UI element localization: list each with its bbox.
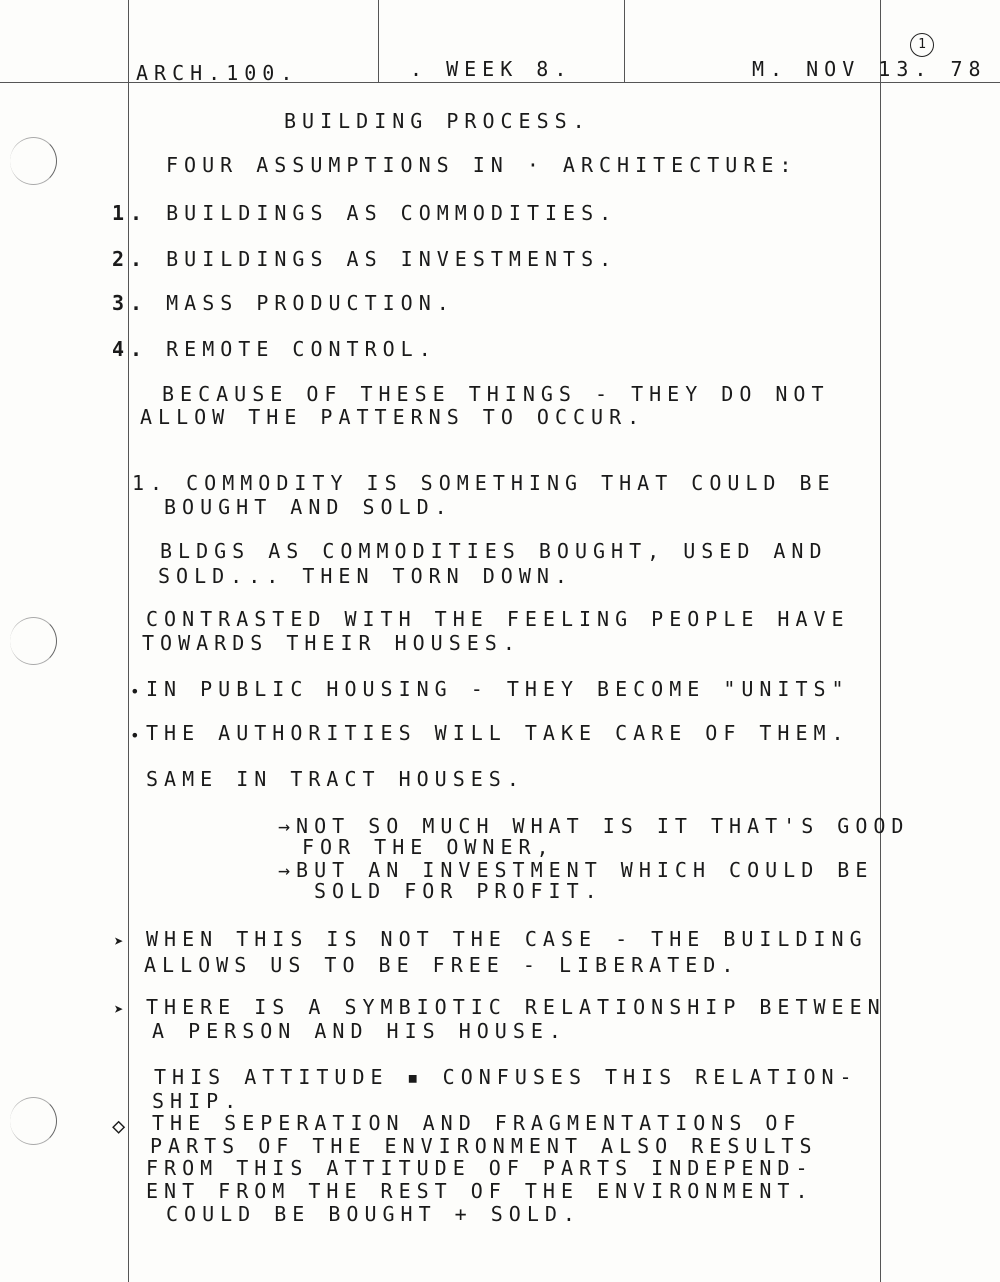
bullet-dot-1: • [130, 682, 140, 701]
bullet-public-housing: IN PUBLIC HOUSING - THEY BECOME "UNITS" [146, 677, 850, 701]
because-line-2: ALLOW THE PATTERNS TO OCCUR. [140, 405, 646, 429]
contrasted-line-1: CONTRASTED WITH THE FEELING PEOPLE HAVE [146, 607, 850, 631]
separation-line-4: ENT FROM THE REST OF THE ENVIRONMENT. [146, 1179, 814, 1203]
attitude-line-1: THIS ATTITUDE ▪ CONFUSES THIS RELATION- [154, 1065, 858, 1089]
separation-line-1: THE SEPERATION AND FRAGMENTATIONS OF [152, 1111, 802, 1135]
page-title: BUILDING PROCESS. [284, 109, 591, 133]
arrowhead-mark-1: ➤ [114, 932, 124, 951]
assumption-item-1: 1. BUILDINGS AS COMMODITIES. [112, 201, 618, 225]
arrow-point-1: →NOT SO MUCH WHAT IS IT THAT'S GOOD [278, 814, 910, 838]
date-label: M. NOV 13. 78 [752, 57, 987, 81]
bldgs-line-2: SOLD... THEN TORN DOWN. [158, 564, 573, 588]
arrow-point-1-cont: FOR THE OWNER, [302, 835, 555, 859]
binder-hole-middle [10, 617, 57, 665]
right-margin-line [880, 0, 881, 1282]
tract-houses-line: SAME IN TRACT HOUSES. [146, 767, 525, 791]
commodity-line-2: BOUGHT AND SOLD. [164, 495, 453, 519]
when-line-2: ALLOWS US TO BE FREE - LIBERATED. [144, 953, 740, 977]
binder-hole-bottom [10, 1097, 57, 1145]
separation-line-2: PARTS OF THE ENVIRONMENT ALSO RESULTS [150, 1134, 818, 1158]
arrow-right-icon: → [278, 814, 297, 838]
when-line-1: WHEN THIS IS NOT THE CASE - THE BUILDING [146, 927, 868, 951]
arrow-right-icon: → [278, 858, 297, 882]
symbiotic-line-2: A PERSON AND HIS HOUSE. [152, 1019, 567, 1043]
margin-line [128, 0, 129, 1282]
because-line-1: BECAUSE OF THESE THINGS - THEY DO NOT [162, 382, 830, 406]
bullet-dot-2: • [130, 726, 140, 745]
arrow-point-2-cont: SOLD FOR PROFIT. [314, 879, 603, 903]
page-number: 1 [910, 33, 934, 57]
separation-line-5: COULD BE BOUGHT + SOLD. [166, 1202, 581, 1226]
diamond-icon: ◇ [112, 1114, 126, 1139]
binder-hole-top [10, 137, 57, 185]
week-label: . WEEK 8. [410, 57, 573, 81]
page-subtitle: FOUR ASSUMPTIONS IN · ARCHITECTURE: [166, 153, 798, 177]
course-label: ARCH.100. [136, 61, 299, 85]
arrow-point-2: →BUT AN INVESTMENT WHICH COULD BE [278, 858, 874, 882]
bldgs-line-1: BLDGS AS COMMODITIES BOUGHT, USED AND [160, 539, 828, 563]
arrowhead-mark-2: ➤ [114, 1000, 124, 1019]
bullet-authorities: THE AUTHORITIES WILL TAKE CARE OF THEM. [146, 721, 850, 745]
header-divider-2 [624, 0, 625, 82]
symbiotic-line-1: THERE IS A SYMBIOTIC RELATIONSHIP BETWEEN [146, 995, 886, 1019]
header-divider-1 [378, 0, 379, 82]
commodity-line-1: 1. COMMODITY IS SOMETHING THAT COULD BE [132, 471, 836, 495]
assumption-item-4: 4. REMOTE CONTROL. [112, 337, 437, 361]
assumption-item-2: 2. BUILDINGS AS INVESTMENTS. [112, 247, 618, 271]
assumption-item-3: 3. MASS PRODUCTION. [112, 291, 455, 315]
separation-line-3: FROM THIS ATTITUDE OF PARTS INDEPEND- [146, 1156, 814, 1180]
attitude-line-2: SHIP. [152, 1089, 243, 1113]
contrasted-line-2: TOWARDS THEIR HOUSES. [142, 631, 521, 655]
